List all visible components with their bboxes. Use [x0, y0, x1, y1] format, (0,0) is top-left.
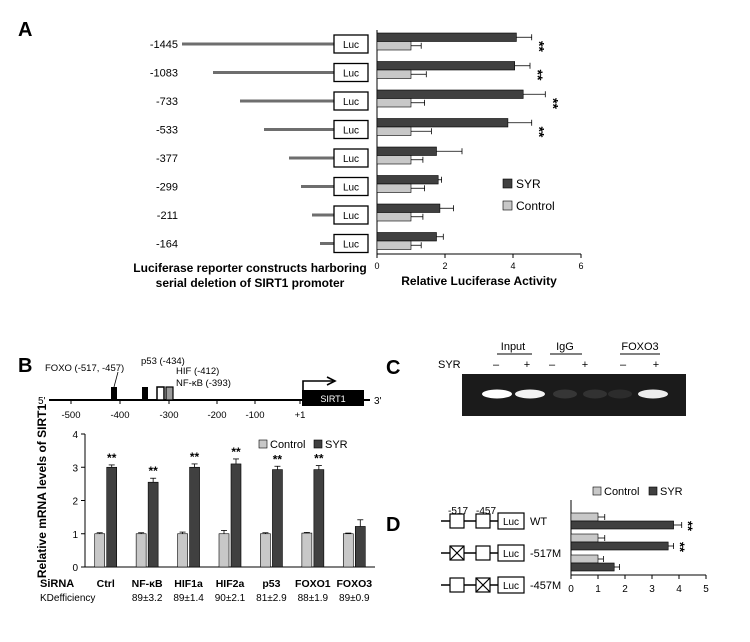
- y-tick-label: 2: [72, 496, 78, 508]
- luc-label: Luc: [502, 581, 520, 592]
- significance-mark: **: [531, 41, 548, 52]
- bar-control: [377, 213, 411, 222]
- foxo-label: FOXO (-517, -457): [45, 363, 125, 374]
- three-prime-label: 3': [374, 396, 382, 407]
- legend-control-swatch: [503, 201, 512, 210]
- x-category-label: HIF1a: [174, 578, 203, 590]
- kd-value: 81±2.9: [256, 593, 287, 604]
- bar-syr: [107, 467, 117, 567]
- bar-control: [377, 127, 411, 136]
- x-tick-label: 3: [649, 584, 655, 595]
- promoter-tick-label: -400: [110, 410, 130, 421]
- band-igg-plus: [583, 390, 607, 399]
- x-tick-label: 1: [595, 584, 601, 595]
- promoter-tick-label: -500: [61, 410, 81, 421]
- luc-label: Luc: [342, 40, 360, 51]
- x-category-label: FOXO3: [336, 578, 373, 590]
- legend-syr-label: SYR: [660, 486, 683, 498]
- site-label-517: -517: [448, 506, 469, 517]
- bar-syr: [571, 521, 674, 529]
- foxo-site-box: [111, 387, 117, 400]
- panel-c-gel: [462, 341, 686, 416]
- panel-a-caption-line2: serial deletion of SIRT1 promoter: [155, 276, 345, 290]
- legend-syr-swatch: [314, 440, 322, 448]
- nfkb-site-box: [166, 387, 173, 400]
- construct-name: -457M: [530, 580, 562, 592]
- panel-b-legend: [259, 439, 348, 451]
- x-category-label: FOXO1: [295, 578, 331, 590]
- band-foxo3-plus: [638, 390, 668, 399]
- luc-label: Luc: [342, 239, 360, 251]
- y-tick-label: 3: [72, 463, 78, 475]
- panel-b-letter: B: [18, 355, 33, 377]
- significance-mark: **: [314, 451, 324, 466]
- panel-a-constructs: [150, 35, 368, 253]
- luc-label: Luc: [502, 549, 520, 560]
- x-category-label: Ctrl: [96, 578, 115, 590]
- bar-control: [377, 184, 411, 193]
- kd-value: 90±2.1: [214, 593, 246, 604]
- luc-label: Luc: [342, 68, 360, 80]
- panel-a-caption-line1: Luciferase reporter constructs harboring: [133, 261, 367, 275]
- site-label-457: -457: [476, 506, 497, 517]
- kd-value: 89±1.4: [173, 593, 204, 604]
- x-tick-label: 0: [568, 584, 574, 595]
- construct-name: WT: [530, 516, 548, 528]
- band-input-minus: [482, 390, 512, 399]
- significance-mark: **: [272, 452, 283, 467]
- construct-name: -517M: [530, 548, 562, 560]
- chip-group-label: FOXO3: [621, 341, 659, 353]
- chip-sign: –: [619, 359, 627, 371]
- panel-a-chart: [374, 30, 583, 271]
- promoter-tick-label: -100: [245, 410, 265, 421]
- significance-mark: **: [189, 449, 200, 464]
- panel-b-ylabel-text: Relative mRNA levels of SIRT1: [35, 403, 49, 579]
- significance-mark: **: [148, 464, 158, 479]
- bar-control: [377, 241, 411, 250]
- bar-syr: [355, 526, 365, 567]
- promoter-tick-label: +1: [294, 410, 306, 421]
- legend-syr-swatch: [649, 487, 657, 495]
- luc-label: Luc: [342, 211, 360, 222]
- bar-syr: [377, 90, 523, 99]
- x-tick-label: 4: [676, 584, 682, 595]
- significance-mark: **: [531, 126, 548, 138]
- bar-control: [178, 534, 188, 567]
- kd-efficiency-label: KDefficiency: [40, 593, 96, 604]
- x-tick-label: 6: [578, 261, 584, 271]
- bar-control: [571, 513, 598, 521]
- promoter-tick-label: -200: [207, 410, 227, 421]
- bar-syr: [377, 33, 516, 42]
- x-tick-label: 2: [442, 261, 448, 271]
- x-category-label: p53: [262, 578, 281, 590]
- bar-syr: [148, 482, 158, 567]
- luc-label: Luc: [342, 125, 360, 137]
- legend-control-label: Control: [270, 439, 306, 451]
- p53-label: p53 (-434): [141, 356, 185, 367]
- bar-control: [377, 70, 411, 79]
- bar-syr: [377, 233, 437, 242]
- luc-label: Luc: [342, 97, 360, 108]
- significance-mark: **: [545, 98, 562, 109]
- bar-control: [377, 156, 411, 165]
- five-prime-label: 5': [38, 396, 46, 407]
- chip-group-label: IgG: [556, 341, 574, 353]
- hif-label: HIF (-412): [176, 366, 220, 377]
- transcription-start-arrow: [303, 381, 333, 390]
- panel-b-ylabel: [35, 404, 49, 579]
- bar-syr: [377, 204, 440, 213]
- bar-control: [377, 99, 411, 108]
- x-tick-label: 5: [703, 584, 709, 595]
- bar-syr: [231, 464, 241, 567]
- panel-b-promoter-map: [38, 356, 382, 421]
- band-input-plus: [515, 390, 545, 399]
- panel-d-legend: [593, 486, 683, 498]
- legend-control-swatch: [259, 440, 267, 448]
- legend-syr-swatch: [503, 179, 512, 188]
- legend-control-label: Control: [604, 486, 640, 498]
- x-tick-label: 2: [622, 584, 628, 595]
- panel-c-letter: C: [386, 357, 401, 379]
- y-tick-label: 0: [72, 563, 78, 574]
- bar-syr: [571, 563, 614, 571]
- construct-length-label: -733: [155, 96, 178, 108]
- panel-d-constructs: [441, 513, 561, 593]
- luc-label: Luc: [342, 154, 360, 165]
- bar-control: [343, 534, 353, 567]
- site-517-box: [450, 578, 464, 592]
- bar-control: [377, 42, 411, 51]
- bar-syr: [377, 176, 438, 185]
- bar-control: [95, 534, 105, 567]
- bar-syr: [190, 467, 200, 567]
- chip-sign: +: [581, 359, 589, 371]
- y-tick-label: 4: [72, 430, 78, 441]
- significance-mark: **: [672, 542, 688, 553]
- significance-mark: **: [680, 521, 696, 532]
- bar-control: [571, 555, 598, 563]
- chip-sign: +: [652, 359, 660, 371]
- significance-mark: **: [530, 69, 546, 81]
- panel-b-chart: [72, 430, 375, 590]
- x-category-label: HIF2a: [215, 578, 245, 590]
- sirt1-gene-label: SIRT1: [320, 394, 346, 404]
- bar-control: [571, 534, 598, 542]
- legend-syr-label: SYR: [325, 439, 348, 451]
- band-igg-minus: [553, 390, 577, 399]
- bar-syr: [314, 470, 324, 567]
- bar-syr: [272, 470, 282, 567]
- legend-syr-label: SYR: [516, 177, 541, 191]
- construct-length-label: -1083: [149, 67, 178, 80]
- bar-control: [260, 534, 270, 567]
- construct-length-label: -299: [155, 181, 178, 194]
- bar-syr: [571, 542, 668, 550]
- panel-c-syr-label: SYR: [438, 359, 461, 371]
- foxo-pointer: [114, 372, 118, 387]
- construct-length-label: -377: [155, 153, 178, 165]
- kd-value: 89±3.2: [131, 593, 163, 604]
- significance-mark: **: [107, 450, 117, 465]
- hif-site-box: [157, 387, 164, 400]
- construct-length-label: -164: [155, 238, 178, 251]
- bar-control: [136, 534, 146, 567]
- chip-sign: –: [548, 359, 556, 371]
- legend-control-label: Control: [516, 199, 555, 213]
- y-tick-label: 1: [72, 529, 78, 541]
- panel-a-letter: A: [18, 19, 33, 41]
- kd-efficiency-values: [132, 593, 370, 604]
- promoter-tick-label: -300: [159, 410, 179, 421]
- kd-value: 88±1.9: [297, 593, 329, 604]
- bar-control: [219, 534, 229, 567]
- significance-mark: **: [231, 444, 241, 459]
- bar-control: [302, 533, 312, 567]
- construct-length-label: -533: [155, 124, 178, 137]
- site-457-box: [476, 546, 490, 560]
- construct-length-label: -211: [156, 210, 178, 222]
- construct-length-label: -1445: [149, 39, 178, 51]
- bar-syr: [377, 62, 515, 71]
- panel-d-letter: D: [386, 514, 401, 536]
- legend-control-swatch: [593, 487, 601, 495]
- panel-a-legend: [503, 177, 555, 213]
- x-tick-label: 4: [510, 261, 516, 271]
- x-tick-label: 0: [374, 261, 380, 271]
- panel-d-chart: [568, 500, 709, 595]
- band-foxo3-minus: [608, 390, 632, 399]
- luc-label: Luc: [342, 182, 360, 194]
- luc-label: Luc: [502, 517, 520, 528]
- chip-sign: +: [523, 359, 531, 371]
- bar-syr: [377, 119, 508, 128]
- sirna-label: SiRNA: [40, 578, 75, 590]
- x-category-label: NF-κB: [131, 578, 163, 590]
- panel-a-xlabel: Relative Luciferase Activity: [401, 274, 557, 288]
- promoter-tick-labels: [61, 400, 305, 421]
- chip-sign: –: [492, 359, 500, 371]
- kd-value: 89±0.9: [339, 593, 370, 604]
- p53-site-box: [142, 387, 148, 400]
- nfkb-label: NF-κB (-393): [176, 378, 231, 389]
- bar-syr: [377, 147, 437, 156]
- chip-group-label: Input: [500, 341, 526, 353]
